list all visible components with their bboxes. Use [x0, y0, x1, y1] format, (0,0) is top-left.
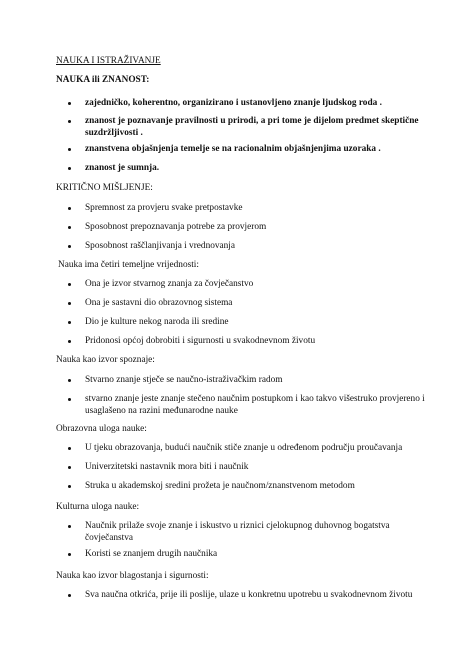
- list-item: Ona je izvor stvarnog znanja za čovječanstvo: [85, 279, 254, 289]
- list-item: znanost je poznavanje pravilnosti u prirodi, a pri tome je dijelom predmet skeptične: [85, 116, 419, 126]
- bullet-icon: [68, 398, 71, 401]
- list-item: usaglašeno na razini međunarodne nauke: [85, 406, 238, 416]
- list-item: Pridonosi općoj dobrobiti i sigurnosti u svakodnevnom životu: [85, 336, 316, 346]
- section-heading-kulturna-uloga: Kulturna uloga nauke:: [56, 502, 140, 512]
- list-item: znanstvena objašnjenja temelje se na racionalnim objašnjenjima uzoraka .: [85, 144, 381, 154]
- bullet-icon: [68, 245, 71, 248]
- list-item: Koristi se znanjem drugih naučnika: [85, 549, 218, 559]
- bullet-icon: [68, 553, 71, 556]
- list-item: Ona je sastavni dio obrazovnog sistema: [85, 298, 233, 308]
- list-item: Dio je kulture nekog naroda ili sredine: [85, 317, 229, 327]
- bullet-icon: [68, 302, 71, 305]
- list-item: Naučnik prilaže svoje znanje i iskustvo u riznici cjelokupnog duhovnog bogatstva: [85, 521, 390, 531]
- list-item: stvarno znanje jeste znanje stečeno naučnim postupkom i kao takvo višestruko provjereno i: [85, 394, 425, 404]
- list-item: Univerzitetski nastavnik mora biti i naučnik: [85, 462, 249, 472]
- bullet-icon: [68, 283, 71, 286]
- bullet-icon: [68, 379, 71, 382]
- list-item: čovječanstva: [85, 533, 134, 543]
- section-heading-obrazovna-uloga: Obrazovna uloga nauke:: [56, 424, 147, 434]
- section-heading-izvor-blagostanja: Nauka kao izvor blagostanja i sigurnosti:: [56, 571, 209, 581]
- bullet-icon: [68, 525, 71, 528]
- section-heading-izvor-spoznaje: Nauka kao izvor spoznaje:: [56, 355, 155, 365]
- section-heading-kriticno-misljenje: KRITIČNO MIŠLJENJE:: [56, 183, 153, 193]
- bullet-icon: [68, 466, 71, 469]
- list-item: Stvarno znanje stječe se naučno-istraživačkim radom: [85, 375, 283, 385]
- list-item: Sposobnost raščlanjivanja i vrednovanja: [85, 241, 236, 251]
- bullet-icon: [68, 167, 71, 170]
- bullet-icon: [68, 485, 71, 488]
- section-heading-nauka-ili-znanost: NAUKA ili ZNANOST:: [56, 75, 150, 85]
- bullet-icon: [68, 594, 71, 597]
- list-item: znanost je sumnja.: [85, 163, 160, 173]
- bullet-icon: [68, 226, 71, 229]
- document-title: NAUKA I ISTRAŽIVANJE: [56, 56, 161, 66]
- bullet-icon: [68, 321, 71, 324]
- list-item: Struka u akademskoj sredini prožeta je naučnom/znanstvenom metodom: [85, 481, 355, 491]
- section-heading-cetiri-vrijednosti: Nauka ima četiri temeljne vrijednosti:: [58, 260, 199, 270]
- bullet-icon: [68, 207, 71, 210]
- bullet-icon: [68, 340, 71, 343]
- bullet-icon: [68, 148, 71, 151]
- list-item: suzdržljivosti .: [85, 128, 143, 138]
- list-item: Sposobnost prepoznavanja potrebe za provjerom: [85, 222, 267, 232]
- list-item: U tjeku obrazovanja, budući naučnik stiče znanje u određenom području proučavanja: [85, 443, 403, 453]
- bullet-icon: [68, 102, 71, 105]
- list-item: Sva naučna otkrića, prije ili poslije, ulaze u konkretnu upotrebu u svakodnevnom životu: [85, 590, 413, 600]
- bullet-icon: [68, 447, 71, 450]
- list-item: zajedničko, koherentno, organizirano i ustanovljeno znanje ljudskog roda .: [85, 98, 382, 108]
- list-item: Spremnost za provjeru svake pretpostavke: [85, 203, 243, 213]
- bullet-icon: [68, 120, 71, 123]
